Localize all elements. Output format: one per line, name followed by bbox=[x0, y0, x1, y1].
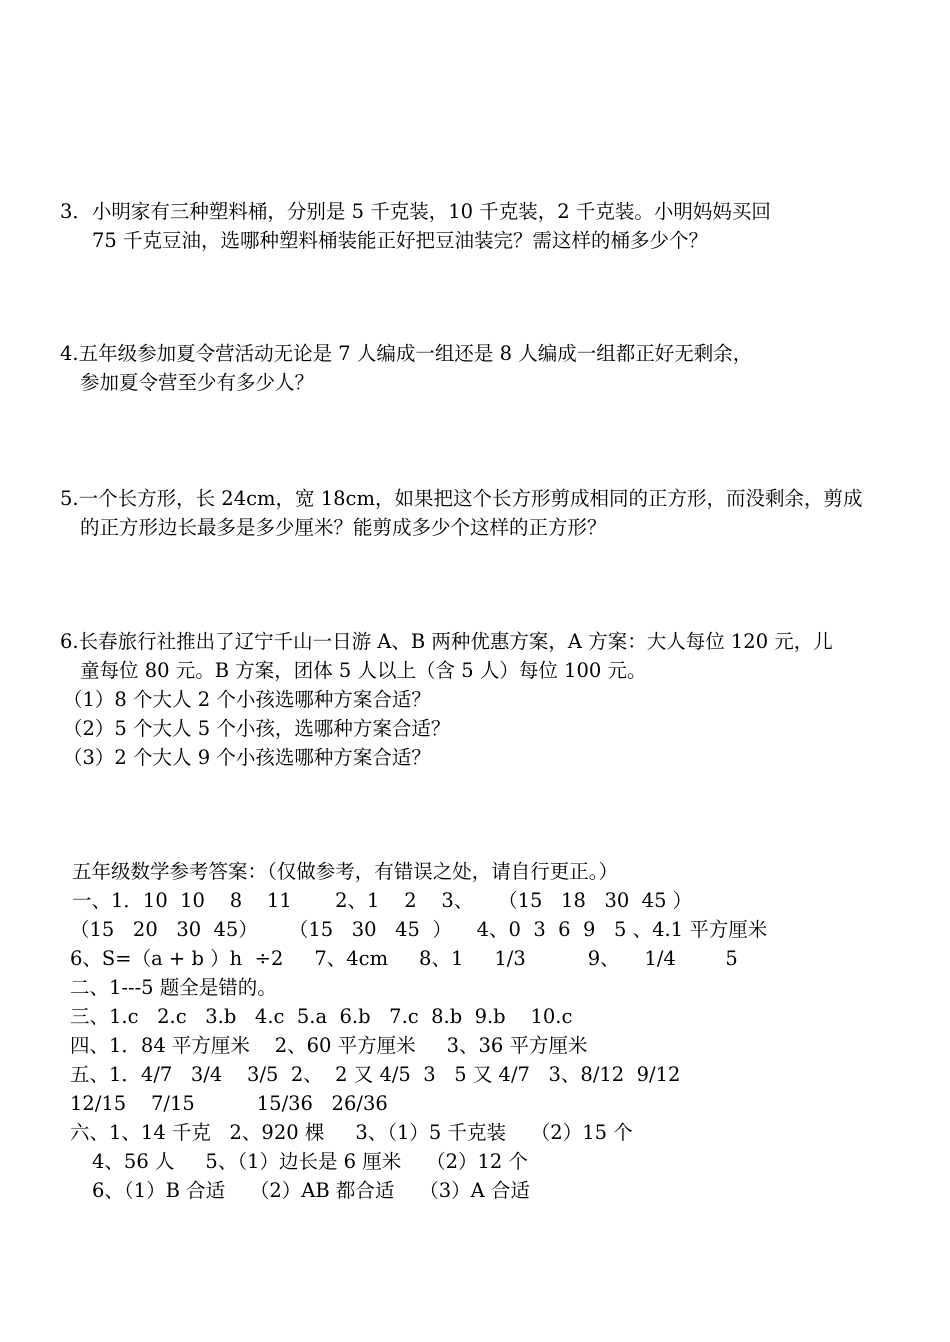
q3-line-1: 3．小明家有三种塑料桶，分别是 5 千克装，10 千克装，2 千克装。小明妈妈买回 bbox=[60, 200, 771, 223]
answer-line: 五、1．4/7 3/4 3/5 2、 2 又 4/5 3 5 又 4/7 3、8/12 9/12 bbox=[70, 1063, 681, 1086]
answer-title: 五年级数学参考答案：（仅做参考，有错误之处，请自行更正。） bbox=[72, 860, 619, 883]
answer-line: 6、S=（a + b ）h ÷2 7、4cm 8、1 1/3 9、 1/4 5 bbox=[70, 947, 738, 970]
answer-line: 六、1、14 千克 2、920 棵 3、（1）5 千克装 （2）15 个 bbox=[70, 1121, 633, 1144]
answer-line: 二、1---5 题全是错的。 bbox=[70, 976, 277, 999]
answer-line: 6、（1）B 合适 （2）AB 都合适 （3）A 合适 bbox=[92, 1179, 530, 1202]
answer-line: 12/15 7/15 15/36 26/36 bbox=[70, 1092, 388, 1115]
answer-line: 三、1.c 2.c 3.b 4.c 5.a 6.b 7.c 8.b 9.b 10.c bbox=[70, 1005, 573, 1028]
q6-sub-3: （3）2 个大人 9 个小孩选哪种方案合适？ bbox=[63, 746, 431, 769]
q4-line-1: 4.五年级参加夏令营活动无论是 7 人编成一组还是 8 人编成一组都正好无剩余， bbox=[60, 342, 753, 365]
q6-sub-2: （2）5 个大人 5 个小孩，选哪种方案合适？ bbox=[63, 717, 451, 740]
q6-line-1: 6.长春旅行社推出了辽宁千山一日游 A、B 两种优惠方案，A 方案：大人每位 120 元，儿 bbox=[60, 630, 833, 653]
q6-line-2: 童每位 80 元。B 方案，团体 5 人以上（含 5 人）每位 100 元。 bbox=[80, 659, 647, 682]
answer-line: 一、1．10 10 8 11 2、1 2 3、 （15 18 30 45 ） bbox=[72, 889, 693, 912]
answer-line: 四、1．84 平方厘米 2、60 平方厘米 3、36 平方厘米 bbox=[70, 1034, 588, 1057]
q5-line-1: 5.一个长方形，长 24cm，宽 18cm，如果把这个长方形剪成相同的正方形，而没剩余，剪成 bbox=[60, 487, 863, 510]
q5-line-2: 的正方形边长最多是多少厘米？能剪成多少个这样的正方形？ bbox=[80, 516, 607, 539]
q6-sub-1: （1）8 个大人 2 个小孩选哪种方案合适？ bbox=[63, 688, 431, 711]
q3-line-2: 75 千克豆油，选哪种塑料桶装能正好把豆油装完？需这样的桶多少个？ bbox=[92, 229, 709, 252]
answer-line: 4、56 人 5、（1）边长是 6 厘米 （2）12 个 bbox=[92, 1150, 528, 1173]
answer-line: （15 20 30 45） （15 30 45 ） 4、0 3 6 9 5 、4.1 平方厘米 bbox=[70, 918, 768, 941]
q4-line-2: 参加夏令营至少有多少人？ bbox=[80, 371, 315, 394]
